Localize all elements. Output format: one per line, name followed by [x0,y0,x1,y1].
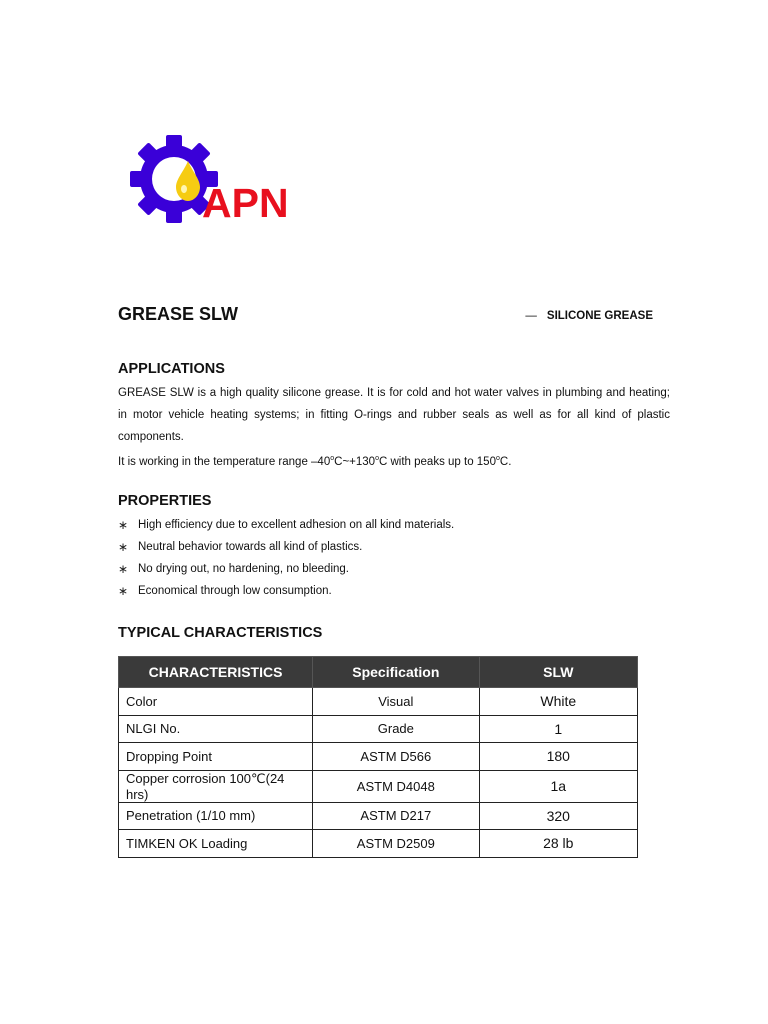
table-row [119,688,638,716]
title-row [118,304,658,330]
slw-value-cell: 320 [479,802,637,830]
specification-cell: Grade [313,715,479,743]
characteristic-cell: Color [119,688,313,716]
properties-heading: PROPERTIES [118,493,212,509]
temp-text-2: C~+130 [334,455,376,468]
list-item [118,514,454,536]
column-header-slw: SLW [479,657,637,688]
property-text: High efficiency due to excellent adhesion on all kind materials. [138,519,455,531]
specification-cell: Visual [313,688,479,716]
property-text: No drying out, no hardening, no bleeding. [138,563,349,575]
specification-cell: ASTM D566 [313,743,479,771]
subtitle-text: SILICONE GREASE [546,310,653,322]
temperature-range-line [118,448,670,473]
characteristic-cell: TIMKEN OK Loading [119,830,313,858]
product-subtitle [525,310,653,322]
typical-characteristics-heading: TYPICAL CHARACTERISTICS [118,625,323,641]
specification-cell: ASTM D4048 [313,770,479,802]
degree-sup-3: o [495,455,500,462]
slw-value-cell: 1 [479,715,637,743]
slw-value-cell: 28 lb [479,830,637,858]
characteristic-cell: Dropping Point [119,743,313,771]
asterisk-bullet-icon: ∗ [118,518,129,532]
table-row [119,830,638,858]
degree-sup-2: o [375,455,379,462]
temp-text-3: C with peaks up to 150 [378,455,496,468]
table-row [119,715,638,743]
characteristic-cell: Penetration (1/10 mm) [119,802,313,830]
column-header-specification: Specification [313,657,479,688]
table-row [119,802,638,830]
slw-value-cell: White [479,688,637,716]
list-item [118,580,454,602]
column-header-characteristics: CHARACTERISTICS [119,657,313,688]
specification-cell: ASTM D217 [313,802,479,830]
properties-list [118,514,454,602]
property-text: Neutral behavior towards all kind of plastics. [138,541,363,553]
table-row [119,770,638,802]
svg-text:APN: APN [202,180,289,226]
slw-value-cell: 180 [479,743,637,771]
table-header-row [119,657,638,688]
applications-heading: APPLICATIONS [118,361,225,377]
asterisk-bullet-icon: ∗ [118,584,129,598]
characteristics-table [118,656,638,858]
subtitle-dash: — [525,310,537,322]
slw-value-cell: 1a [479,770,637,802]
degree-sup-1: o [330,455,335,462]
apn-logo [124,134,324,226]
applications-paragraph: GREASE SLW is a high quality silicone grease. It is for cold and hot water valves in plumbing and heating; in motor vehicle heating systems; in fitting O-rings and rubber seals as well as for all kind of plastic components. [118,387,670,443]
list-item [118,558,454,580]
asterisk-bullet-icon: ∗ [118,562,129,576]
property-text: Economical through low consumption. [138,585,332,597]
temp-text-4: C. [499,455,512,468]
asterisk-bullet-icon: ∗ [118,540,129,554]
product-title: GREASE SLW [118,304,239,324]
characteristic-cell: NLGI No. [119,715,313,743]
table-row [119,743,638,771]
applications-text [118,382,670,473]
characteristic-cell: Copper corrosion 100℃(24 hrs) [119,770,313,802]
gear-drop-logo-icon [124,134,324,226]
list-item [118,536,454,558]
temp-text-1: It is working in the temperature range –40 [118,455,331,468]
specification-cell: ASTM D2509 [313,830,479,858]
